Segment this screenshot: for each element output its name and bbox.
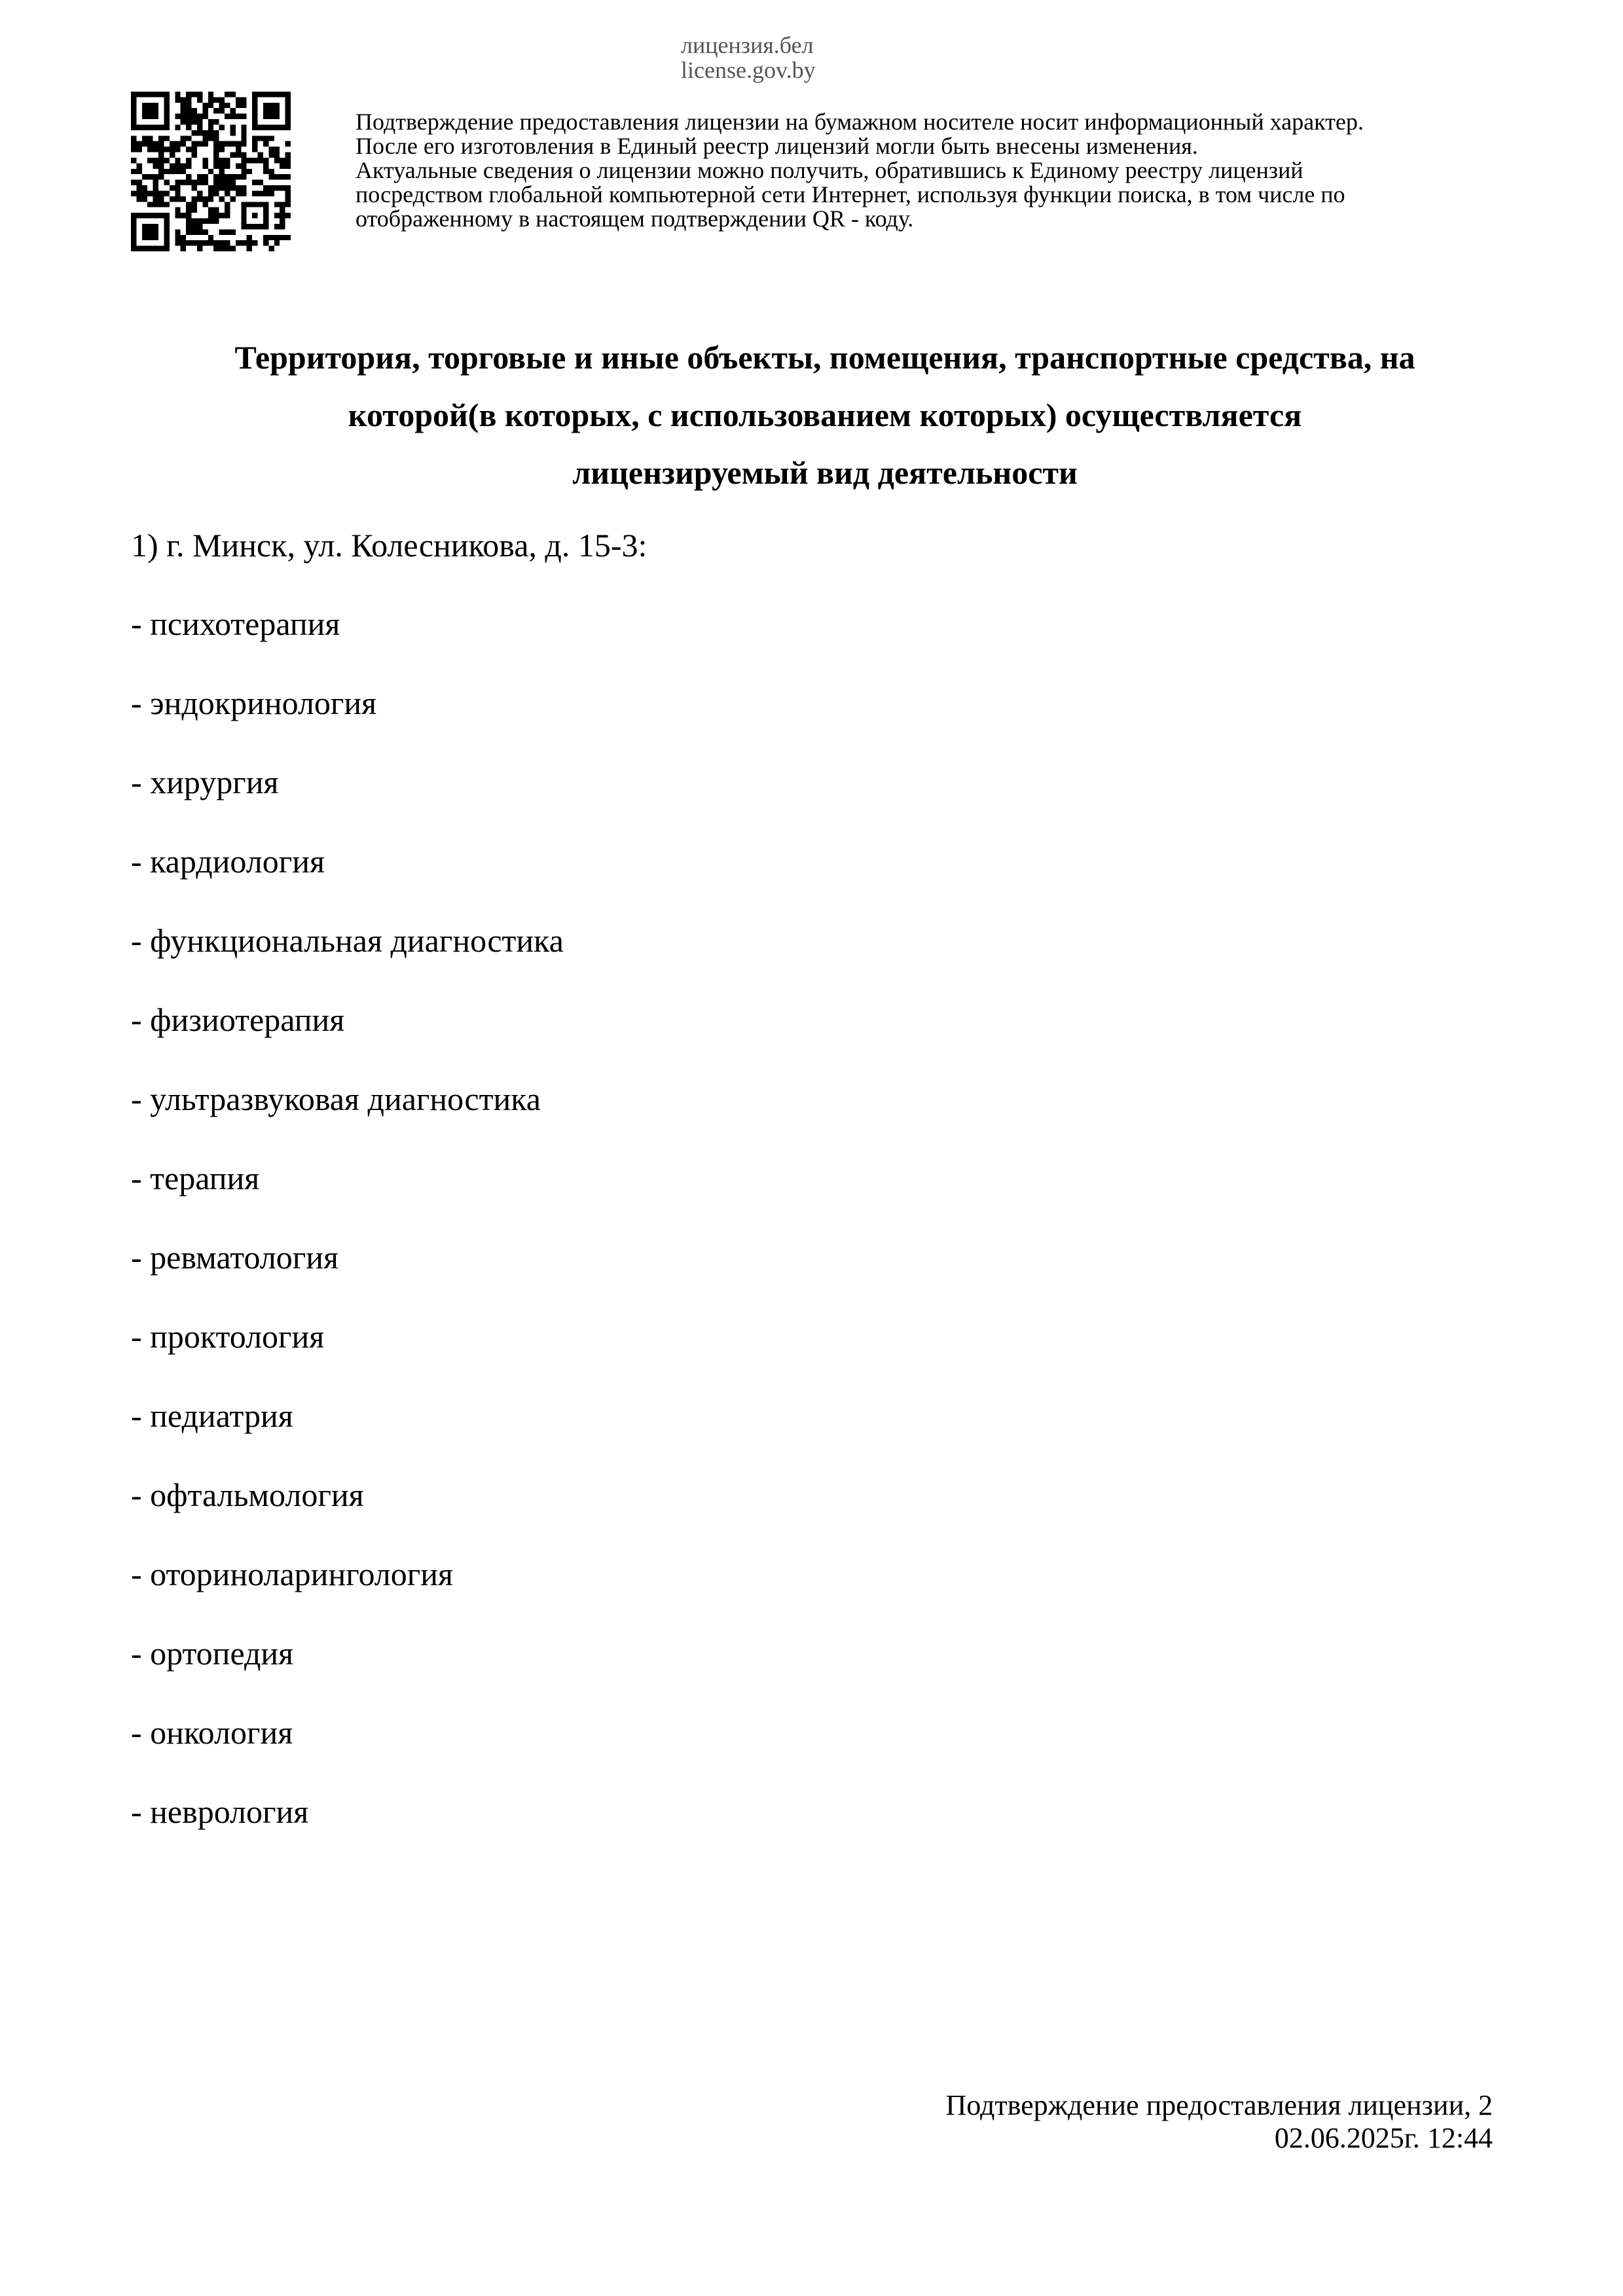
- section-title-line: лицензируемый вид деятельности: [572, 454, 1078, 491]
- activity-item: - офтальмология: [131, 1477, 364, 1513]
- qr-code-icon: [131, 92, 291, 251]
- activity-item: - педиатрия: [131, 1397, 293, 1434]
- footer: [786, 2089, 1493, 2155]
- site-link-gov-by[interactable]: license.gov.by: [681, 57, 816, 83]
- section-title-line: которой(в которых, с использованием которых) осуществляется: [348, 397, 1302, 433]
- activity-item: - эндокринология: [131, 685, 377, 721]
- disclaimer: [356, 110, 1534, 231]
- activity-item: - функциональная диагностика: [131, 922, 564, 959]
- activity-item: - ортопедия: [131, 1635, 294, 1672]
- activity-list: [131, 604, 564, 1871]
- disclaimer-line: Подтверждение предоставления лицензии на бумажном носителе носит информационный характер.: [356, 109, 1364, 135]
- disclaimer-line: После его изготовления в Единый реестр лицензий могли быть внесены изменения.: [356, 133, 1198, 159]
- footer-page-label: Подтверждение предоставления лицензии, 2: [945, 2089, 1493, 2121]
- site-link-bel[interactable]: лицензия.бел: [681, 32, 814, 58]
- activity-item: - физиотерапия: [131, 1001, 345, 1038]
- activity-item: - ревматология: [131, 1239, 339, 1276]
- section-title-line: Территория, торговые и иные объекты, помещения, транспортные средства, на: [234, 339, 1415, 376]
- section-title: [98, 329, 1552, 501]
- activity-item: - терапия: [131, 1160, 260, 1196]
- activity-item: - ультразвуковая диагностика: [131, 1081, 541, 1117]
- activity-item: - неврология: [131, 1793, 309, 1830]
- activity-item: - психотерапия: [131, 605, 340, 642]
- footer-timestamp: 02.06.2025г. 12:44: [1274, 2122, 1493, 2154]
- activity-item: - хирургия: [131, 764, 279, 800]
- site-links: [681, 33, 816, 82]
- disclaimer-line: Актуальные сведения о лицензии можно получить, обратившись к Единому реестру лицензий: [356, 157, 1304, 183]
- activity-item: - оториноларингология: [131, 1556, 454, 1592]
- activity-item: - онкология: [131, 1714, 293, 1751]
- disclaimer-line: отображенному в настоящем подтверждении QR - коду.: [356, 206, 914, 232]
- activity-item: - кардиология: [131, 843, 325, 880]
- disclaimer-line: посредством глобальной компьютерной сети Интернет, используя функции поиска, в том числе по: [356, 181, 1345, 207]
- address: 1) г. Минск, ул. Колесникова, д. 15-3:: [131, 527, 647, 564]
- activity-item: - проктология: [131, 1318, 325, 1355]
